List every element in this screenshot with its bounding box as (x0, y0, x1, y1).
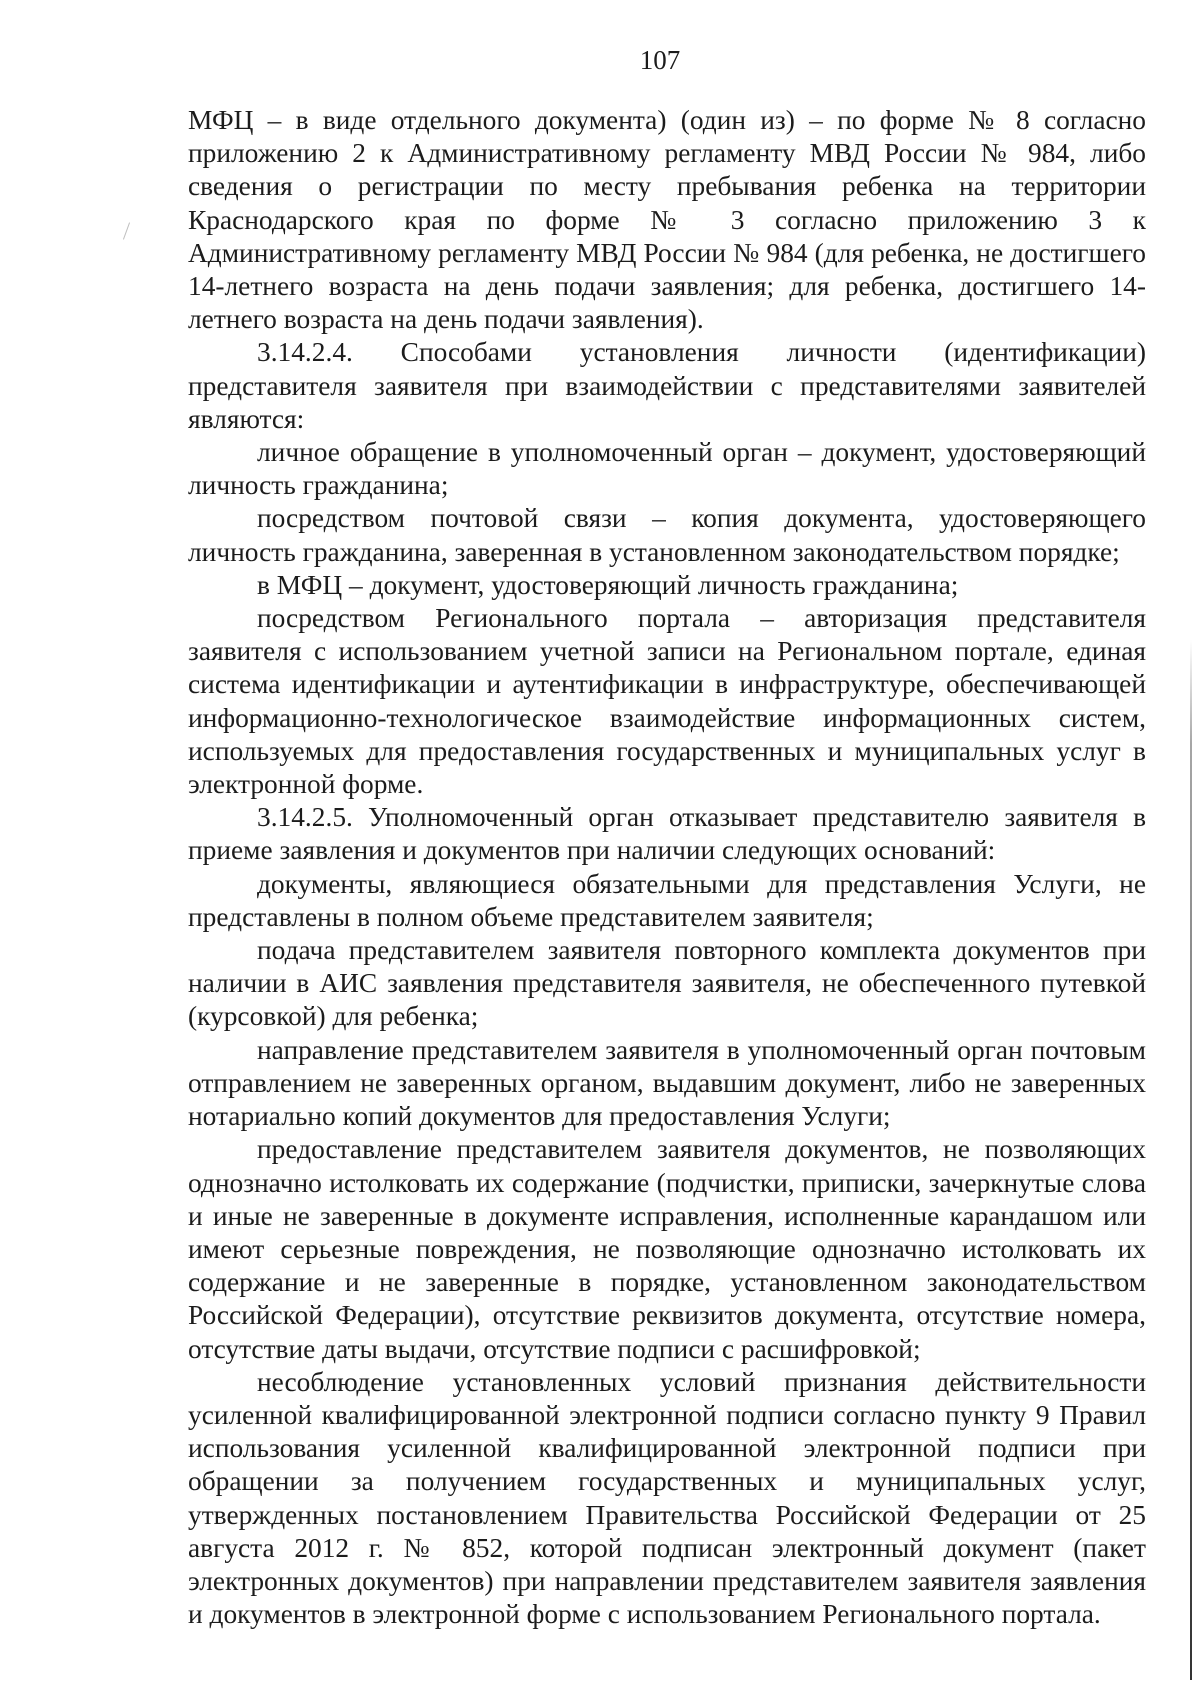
paragraph: в МФЦ – документ, удостоверяющий личность гражданина; (257, 569, 959, 600)
page-number: 107 (639, 45, 681, 75)
paragraph: 3.14.2.5. Уполномоченный орган отказывает представителю заявителя в приеме заявления и документов при наличии следующих оснований: (188, 802, 1146, 866)
paragraph: МФЦ – в виде отдельного документа) (один из) – по форме № 8 согласно приложению 2 к Административному регламенту МВД России № 984, либо сведения о регистрации по месту пребывания ребенка на территории Краснодарского края по форме № 3 согласно приложению 3 к Административному регламенту МВД России № 984 (для ребенка, не достигшего 14-летнего возраста на день подачи заявления; для ребенка, достигшего 14-летнего возраста на день подачи заявления). (188, 105, 1146, 335)
document-body (188, 104, 1146, 1631)
scan-mark-artifact (123, 222, 130, 239)
paragraph: направление представителем заявителя в уполномоченный орган почтовым отправлением не заверенных органом, выдавшим документ, либо не заверенных нотариально копий документов для предоставления Услуги; (188, 1034, 1146, 1132)
scan-edge-artifact (1190, 640, 1192, 1680)
paragraph: посредством почтовой связи – копия документа, удостоверяющего личность гражданина, заверенная в установленном законодательством порядке; (188, 503, 1146, 567)
paragraph: документы, являющиеся обязательными для представления Услуги, не представлены в полном объеме представителем заявителя; (188, 868, 1146, 932)
paragraph: посредством Регионального портала – авторизация представителя заявителя с использованием учетной записи на Региональном портале, единая система идентификации и аутентификации в инфраструктуре, обеспечивающей информационно-технологическое взаимодействие информационных систем, используемых для предоставления государственных и муниципальных услуг в электронной форме. (188, 603, 1146, 800)
paragraph: несоблюдение установленных условий признания действительности усиленной квалифицированной электронной подписи согласно пункту 9 Правил использования усиленной квалифицированной электронной подписи при обращении за получением государственных и муниципальных услуг, утвержденных постановлением Правительства Российской Федерации от 25 августа 2012 г. № 852, которой подписан электронный документ (пакет электронных документов) при направлении представителем заявителя заявления и документов в электронной форме с использованием Регионального портала. (188, 1366, 1146, 1630)
paragraph: личное обращение в уполномоченный орган – документ, удостоверяющий личность гражданина; (188, 437, 1146, 501)
paragraph: подача представителем заявителя повторного комплекта документов при наличии в АИС заявления представителя заявителя, не обеспеченного путевкой (курсовкой) для ребенка; (188, 935, 1146, 1032)
paragraph: 3.14.2.4. Способами установления личности (идентификации) представителя заявителя при взаимодействии с представителями заявителей являются: (188, 337, 1146, 434)
paragraph: предоставление представителем заявителя документов, не позволяющих однозначно истолковать их содержание (подчистки, приписки, зачеркнутые слова и иные не заверенные в документе исправления, исполненные карандашом или имеют серьезные повреждения, не позволяющие однозначно истолковать их содержание и не заверенные в порядке, установленном законодательством Российской Федерации), отсутствие реквизитов документа, отсутствие номера, отсутствие даты выдачи, отсутствие подписи с расшифровкой; (188, 1134, 1146, 1364)
